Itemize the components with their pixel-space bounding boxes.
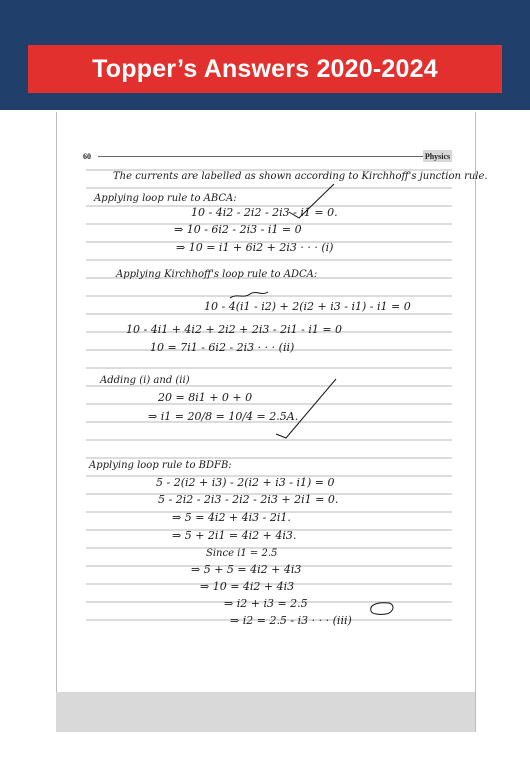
header-rule (98, 156, 423, 157)
answer-line: 5 - 2i2 - 2i3 - 2i2 - 2i3 + 2i1 = 0. (158, 493, 339, 506)
handwritten-answer (86, 166, 488, 632)
banner-title: Topper’s Answers 2020-2024 (92, 54, 438, 83)
answer-line: Applying loop rule to BDFB: (89, 460, 232, 471)
answer-line: ⇒ 10 - 6i2 - 2i3 - i1 = 0 (174, 223, 302, 236)
answer-line: ⇒ 5 + 5 = 4i2 + 4i3 (191, 563, 302, 576)
answer-line: 10 = 7i1 - 6i2 - 2i3 · · · (ii) (150, 341, 295, 354)
page-footer-area (56, 692, 475, 732)
answer-line: Applying loop rule to ABCA: (94, 193, 237, 204)
answer-line: 10 - 4i2 - 2i2 - 2i3 - i1 = 0. (191, 206, 338, 219)
answer-line: ⇒ i2 + i3 = 2.5 (224, 597, 308, 610)
answer-line: ⇒ 5 + 2i1 = 4i2 + 4i3. (172, 529, 297, 542)
section-label: Physics (424, 151, 451, 161)
page-number: 60 (83, 152, 91, 161)
answer-line: 5 - 2(i2 + i3) - 2(i2 + i3 - i1) = 0 (156, 476, 335, 489)
answer-line: 10 - 4i1 + 4i2 + 2i2 + 2i3 - 2i1 - i1 = 0 (126, 323, 343, 336)
answer-line: Since i1 = 2.5 (206, 548, 278, 559)
check-mark-2 (276, 379, 336, 438)
answer-line: ⇒ 5 = 4i2 + 4i3 - 2i1. (172, 511, 291, 524)
answer-line: ⇒ 10 = i1 + 6i2 + 2i3 · · · (i) (176, 241, 334, 254)
answer-line: 10 - 4(i1 - i2) + 2(i2 + i3 - i1) - i1 = 0 (204, 300, 411, 313)
answer-line: The currents are labelled as shown according to Kirchhoff's junction rule. (113, 171, 488, 182)
answer-line: Adding (i) and (ii) (100, 375, 190, 386)
answer-line: ⇒ i2 = 2.5 - i3 · · · (iii) (230, 614, 352, 627)
answer-line: 20 = 8i1 + 0 + 0 (158, 391, 253, 404)
title-banner (28, 45, 502, 93)
answer-line: ⇒ i1 = 20/8 = 10/4 = 2.5A. (148, 410, 299, 423)
answer-line: ⇒ 10 = 4i2 + 4i3 (200, 580, 295, 593)
answer-line: Applying Kirchhoff's loop rule to ADCA: (116, 269, 318, 280)
